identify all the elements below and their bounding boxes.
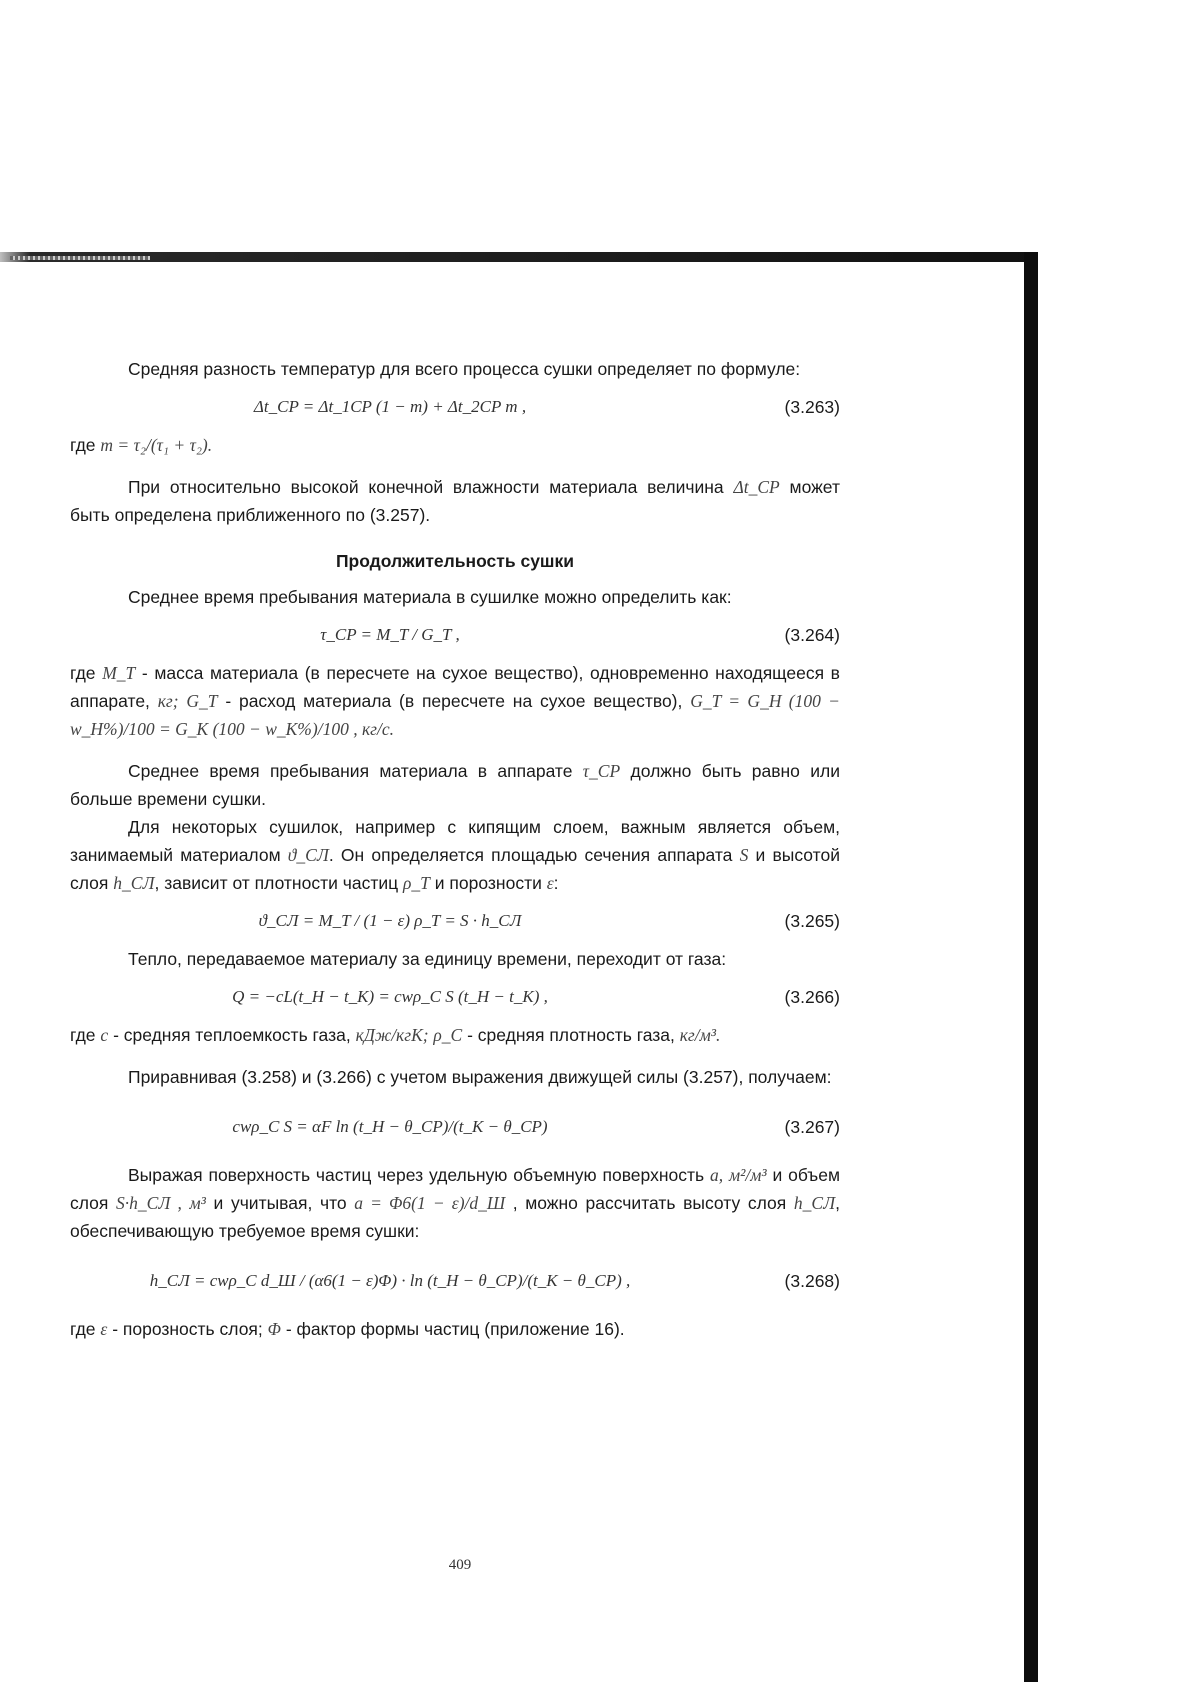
text: и порозности: [434, 873, 542, 893]
math-inline: M_T: [102, 663, 136, 683]
document-page: [70, 355, 840, 1343]
paragraph-12: [70, 1315, 840, 1343]
formula-number: (3.266): [784, 987, 840, 1007]
math-inline: м³: [189, 1193, 206, 1213]
math-inline: a = Φ6(1 − ε)/d_Ш: [354, 1193, 506, 1213]
paragraph-5: [70, 659, 840, 743]
paragraph-10: Приравнивая (3.258) и (3.266) с учетом выражения движущей силы (3.257), получаем:: [128, 1067, 832, 1087]
math-inline: кг;: [157, 691, 179, 711]
text: - порозность слоя;: [112, 1319, 263, 1339]
text: При относительно высокой конечной влажности материала величина: [128, 477, 724, 497]
text: , зависит от плотности частиц: [154, 873, 399, 893]
formula-number: (3.263): [784, 397, 840, 417]
math-inline: Δt_CP: [733, 477, 780, 497]
text: - масса материала (в пересчете на сухое вещество), одновременно находящееся в аппарате,: [70, 663, 840, 711]
text: Выражая поверхность частиц через удельную объемную поверхность: [128, 1165, 705, 1185]
paragraph-11: [70, 1161, 840, 1245]
text: может быть определена приближенного по (3.257).: [70, 477, 840, 525]
math-inline: τ_CP: [582, 761, 621, 781]
text: и объем слоя: [70, 1165, 841, 1213]
formula-expression: cwρ_C S = αF ln (t_H − θ_CP)/(t_K − θ_CP): [232, 1117, 548, 1136]
paragraph-6: [70, 757, 840, 813]
math-inline: m = τ₂/(τ₁ + τ₂).: [100, 435, 213, 455]
text: Для некоторых сушилок, например с кипящим слоем, важным является объем, занимаемый материалом: [70, 817, 840, 865]
formula-expression: h_СЛ = cwρ_C d_Ш / (α6(1 − ε)Φ) · ln (t_H − θ_CP)/(t_K − θ_CP) ,: [149, 1271, 631, 1290]
scan-border-top: [0, 252, 1036, 262]
paragraph-8: Тепло, передаваемое материалу за единицу времени, переходит от газа:: [128, 949, 727, 969]
formula-3-266: [70, 977, 840, 1017]
text: . Он определяется площадью сечения аппарата: [328, 845, 733, 865]
text: :: [553, 873, 559, 893]
formula-3-264: [70, 615, 840, 655]
math-inline: кДж/кгК;: [355, 1025, 429, 1045]
math-inline: S·h_СЛ ,: [116, 1193, 182, 1213]
formula-number: (3.264): [784, 625, 840, 645]
math-inline: м²/м³: [728, 1165, 767, 1185]
formula-number: (3.267): [784, 1117, 840, 1137]
text: , обеспечивающую требуемое время сушки:: [70, 1193, 840, 1241]
paragraph-9: [70, 1021, 840, 1049]
text: где: [70, 663, 96, 683]
formula-number: (3.268): [784, 1271, 840, 1291]
text: и высотой слоя: [70, 845, 840, 893]
text: - средняя плотность газа,: [467, 1025, 675, 1045]
math-inline: S: [739, 845, 749, 865]
text: где: [70, 1025, 96, 1045]
scan-border-speckle: [10, 256, 150, 260]
text: и учитывая, что: [213, 1193, 347, 1213]
scan-border-right: [1024, 252, 1038, 1682]
text: где: [70, 1319, 96, 1339]
formula-expression: Q = −cL(t_H − t_K) = cwρ_C S (t_H − t_K) ,: [232, 987, 548, 1006]
formula-number: (3.265): [784, 911, 840, 931]
page-number: 409: [448, 1557, 472, 1573]
math-inline: h_СЛ: [113, 873, 155, 893]
paragraph-4: Среднее время пребывания материала в сушилке можно определить как:: [128, 587, 732, 607]
formula-3-268: [70, 1249, 840, 1311]
paragraph-1: Средняя разность температур для всего процесса сушки определяет по формуле:: [128, 359, 801, 379]
math-inline: G_T = G_H (100 − w_H%)/100 = G_K (100 − w_K%)/100 , кг/с.: [70, 691, 840, 739]
paragraph-3: [70, 473, 840, 529]
paragraph-7: [70, 813, 840, 897]
formula-expression: τ_CP = M_T / G_T ,: [320, 625, 460, 644]
text: должно быть равно или больше времени сушки.: [70, 761, 840, 809]
math-inline: c: [100, 1025, 109, 1045]
text: - расход материала (в пересчете на сухое вещество),: [225, 691, 683, 711]
formula-expression: ϑ_СЛ = M_T / (1 − ε) ρ_T = S · h_СЛ: [258, 911, 522, 930]
math-inline: ϑ_СЛ: [287, 845, 329, 865]
formula-3-265: [70, 901, 840, 941]
math-inline: h_СЛ: [793, 1193, 836, 1213]
math-inline: ρ_C: [433, 1025, 463, 1045]
math-inline: a,: [709, 1165, 724, 1185]
text: - фактор формы частиц (приложение 16).: [285, 1319, 625, 1339]
formula-expression: Δt_CP = Δt_1CP (1 − m) + Δt_2CP m ,: [253, 397, 527, 416]
section-heading: Продолжительность сушки: [335, 551, 575, 571]
text: Среднее время пребывания материала в аппарате: [128, 761, 573, 781]
math-inline: ρ_T: [403, 873, 430, 893]
text: - средняя теплоемкость газа,: [113, 1025, 351, 1045]
paragraph-where-m: [70, 431, 840, 459]
math-inline: G_T: [186, 691, 218, 711]
math-inline: ε: [546, 873, 554, 893]
text: где: [70, 435, 96, 455]
math-inline: ε: [100, 1319, 108, 1339]
math-inline: кг/м³.: [679, 1025, 721, 1045]
math-inline: Φ: [267, 1319, 281, 1339]
text: , можно рассчитать высоту слоя: [512, 1193, 787, 1213]
formula-3-263: [70, 387, 840, 427]
formula-3-267: [70, 1095, 840, 1157]
